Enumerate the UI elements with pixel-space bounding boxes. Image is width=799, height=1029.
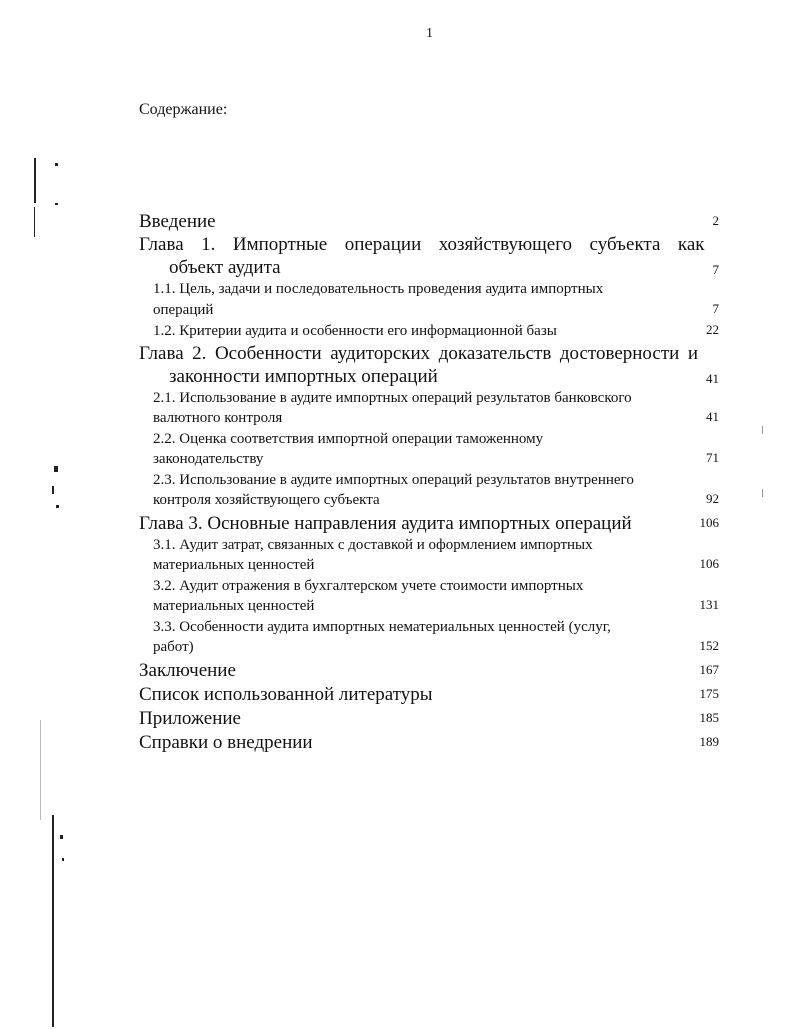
scan-dot — [56, 505, 59, 508]
scan-mark-right — [762, 489, 763, 497]
toc-entry-chapter-3[interactable] — [139, 511, 719, 535]
toc-entry-title: 2.3. Использование в аудите импортных операций результатов внутреннего — [153, 471, 634, 488]
toc-entry-page: 41 — [706, 409, 719, 424]
scan-mark-right — [762, 426, 763, 434]
toc-entry-title: 2.1. Использование в аудите импортных операций результатов банковского — [153, 389, 632, 406]
toc-entry-title-continued: объект аудита — [169, 257, 281, 278]
toc-entry-title: 1.1. Цель, задачи и последовательность проведения аудита импортных — [153, 281, 604, 297]
toc-entry-appendix[interactable] — [139, 706, 719, 730]
toc-entry-title-continued: законности импортных операций — [169, 365, 438, 387]
scan-mark-left-bar-2 — [34, 207, 35, 237]
scan-mark-left-bar — [34, 158, 36, 203]
toc-entry-page: 106 — [699, 514, 719, 530]
toc-entry-section-2-2[interactable] — [139, 429, 719, 470]
toc-entry-chapter-2[interactable] — [139, 342, 719, 388]
toc-entry-page: 41 — [706, 370, 719, 386]
toc-entry-title-continued: материальных ценностей — [153, 557, 315, 573]
toc-entry-page: 71 — [706, 450, 719, 465]
scan-dot — [55, 203, 58, 205]
scan-dot — [55, 163, 58, 166]
toc-entry-title-continued: работ) — [153, 639, 194, 655]
toc-entry-section-1-1[interactable] — [139, 279, 719, 320]
toc-entry-title-continued: контроля хозяйствующего субъекта — [153, 492, 380, 508]
toc-entry-section-2-3[interactable] — [139, 470, 719, 511]
scan-dot — [52, 486, 54, 494]
toc-entry-page: 106 — [699, 556, 719, 571]
toc-entry-chapter-1[interactable] — [139, 233, 719, 279]
toc-entry-title: Глава 1. Импортные операции хозяйствующего субъекта как — [139, 234, 705, 255]
toc-entry-title-continued: операций — [153, 301, 214, 318]
toc-entry-title: Заключение — [139, 659, 236, 681]
toc-entry-page: 167 — [699, 661, 719, 677]
toc-entry-page: 7 — [712, 300, 719, 316]
scan-dot — [54, 466, 58, 472]
toc-entry-page: 22 — [706, 322, 719, 337]
toc-entry-page: 185 — [699, 709, 719, 725]
toc-entry-page: 175 — [699, 685, 719, 701]
toc-entry-page: 152 — [699, 638, 719, 653]
toc-entry-title: 3.3. Особенности аудита импортных нематериальных ценностей (услуг, — [153, 618, 611, 635]
toc-entry-title: Список использованной литературы — [139, 683, 433, 705]
scan-dot — [60, 835, 63, 839]
toc-entry-section-3-3[interactable] — [139, 617, 719, 658]
toc-entry-page: 131 — [699, 597, 719, 612]
toc-entry-literature[interactable] — [139, 682, 719, 706]
toc-entry-page: 92 — [706, 491, 719, 506]
scan-mark-left-long — [52, 815, 54, 1027]
scan-mark-left-faint — [40, 720, 41, 820]
toc-entry-title: Глава 3. Основные направления аудита импортных операций — [139, 512, 632, 534]
toc-entry-page: 189 — [699, 733, 719, 749]
toc-entry-section-1-2[interactable] — [139, 320, 719, 342]
toc-entry-section-3-2[interactable] — [139, 576, 719, 617]
toc-entry-title: Глава 2. Особенности аудиторских доказательств достоверности и — [139, 342, 698, 364]
toc-entry-title: Введение — [139, 211, 216, 232]
toc-entry-section-2-1[interactable] — [139, 388, 719, 429]
table-of-contents — [139, 209, 719, 754]
toc-entry-title: 1.2. Критерии аудита и особенности его информационной базы — [153, 323, 557, 339]
toc-entry-conclusion[interactable] — [139, 658, 719, 682]
toc-entry-references[interactable] — [139, 730, 719, 754]
toc-entry-title-continued: материальных ценностей — [153, 598, 315, 614]
toc-entry-title: 2.2. Оценка соответствия импортной операции таможенному — [153, 430, 544, 447]
page-number: 1 — [426, 26, 433, 41]
toc-entry-title-continued: валютного контроля — [153, 410, 283, 426]
toc-entry-page: 2 — [712, 213, 719, 228]
toc-entry-page: 7 — [712, 262, 719, 277]
contents-heading: Содержание: — [139, 101, 228, 118]
toc-entry-section-3-1[interactable] — [139, 535, 719, 576]
scan-dot — [62, 858, 64, 861]
toc-entry-title: Справки о внедрении — [139, 731, 313, 753]
toc-entry-title-continued: законодательству — [153, 451, 264, 467]
toc-entry-intro[interactable] — [139, 209, 719, 233]
toc-entry-title: Приложение — [139, 707, 241, 729]
toc-entry-title: 3.1. Аудит затрат, связанных с доставкой и оформлением импортных — [153, 536, 593, 553]
toc-entry-title: 3.2. Аудит отражения в бухгалтерском учете стоимости импортных — [153, 577, 584, 594]
